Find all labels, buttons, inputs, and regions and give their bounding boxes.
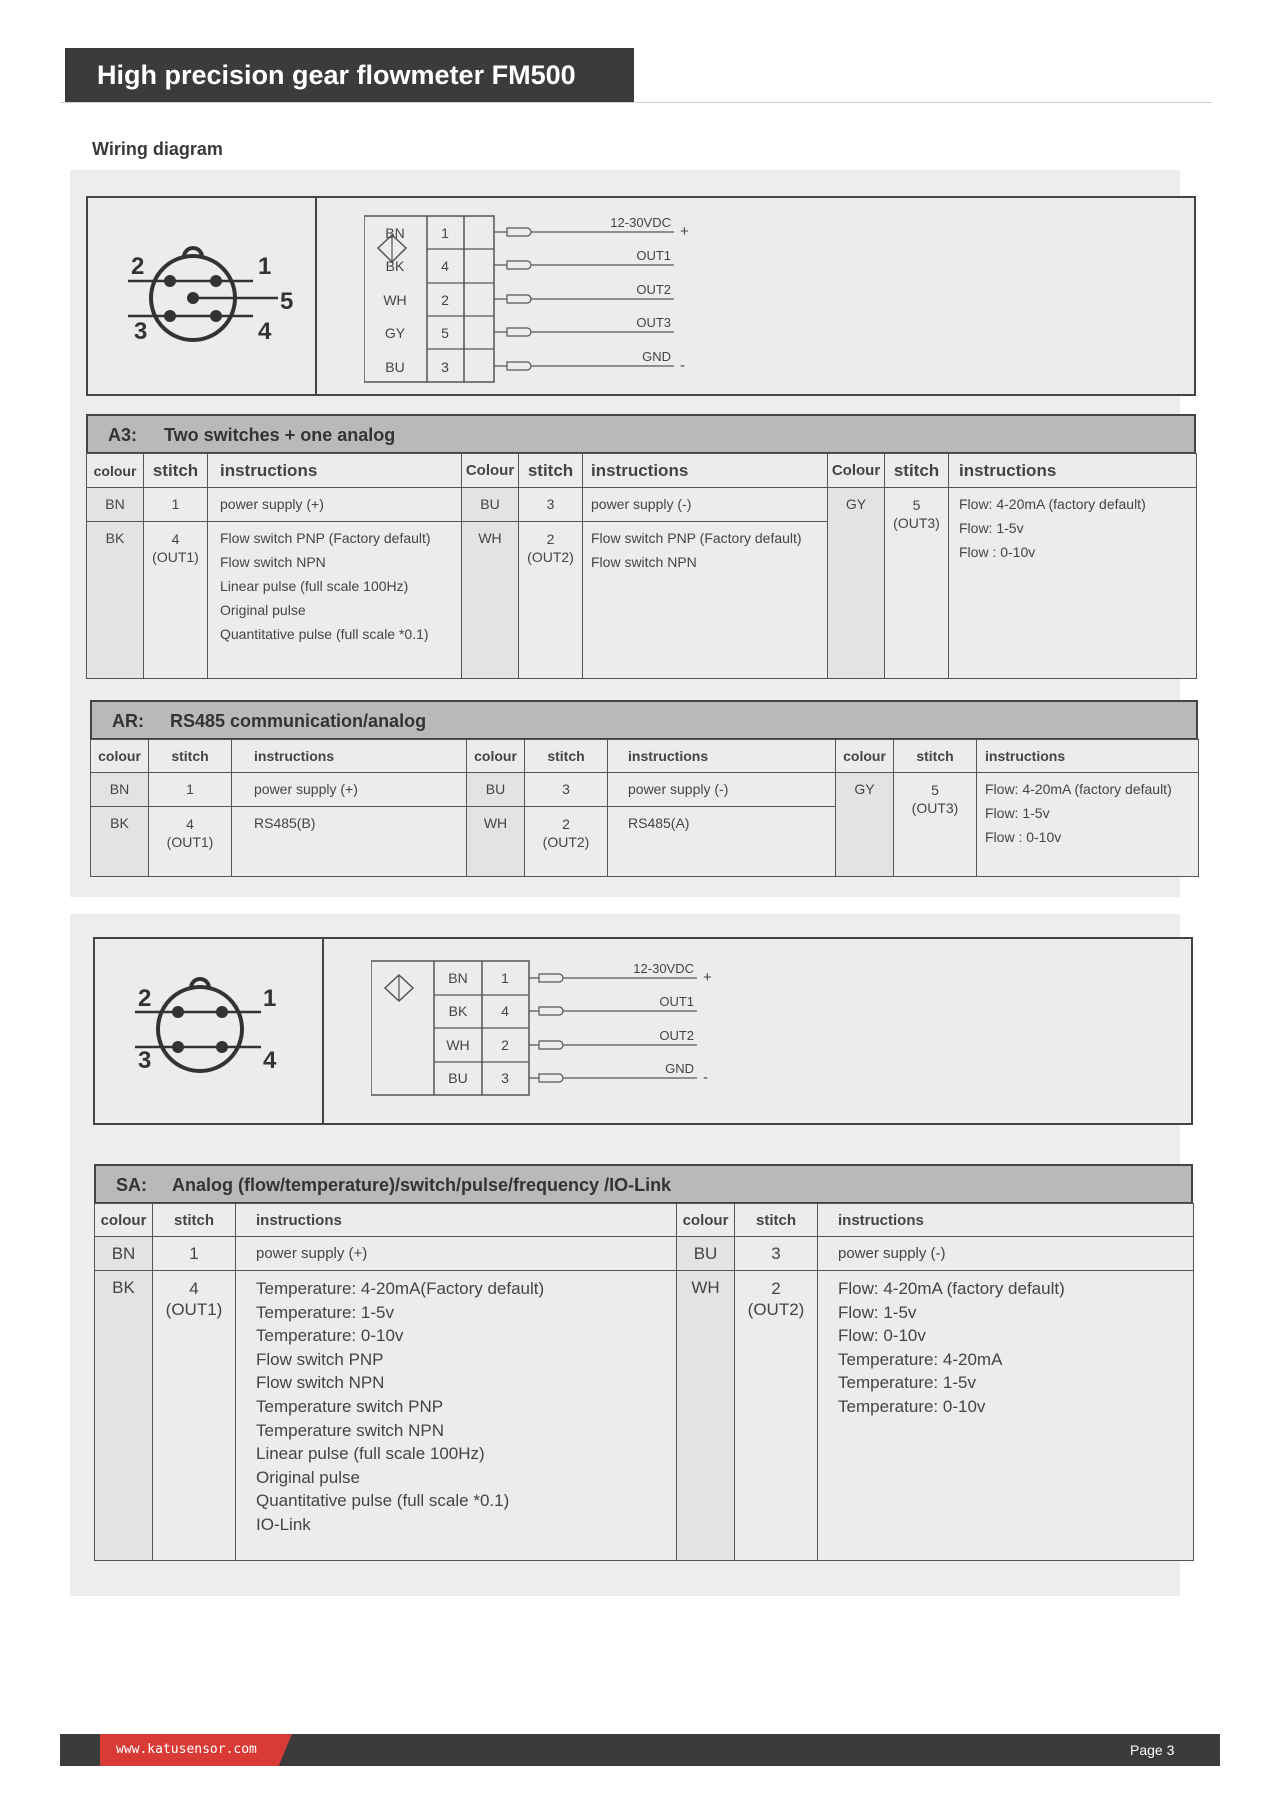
instruction-line: Linear pulse (full scale 100Hz) (256, 1444, 485, 1464)
four-wire-schematic (371, 953, 831, 1103)
section-subtitle: Wiring diagram (92, 139, 223, 159)
cell-instructions (977, 773, 1199, 877)
pin-label: 1 (258, 253, 272, 280)
cell-instructions: power supply (-) (608, 773, 836, 807)
instruction-line: Temperature: 1-5v (838, 1373, 976, 1393)
stitch-output: (OUT2) (527, 549, 574, 565)
wire-pin: 4 (501, 1003, 509, 1019)
instruction-line: Flow: 1-5v (985, 805, 1050, 821)
stitch-number: 4 (189, 1279, 199, 1298)
instruction-line: Flow: 1-5v (959, 520, 1024, 536)
cell-stitch (894, 773, 977, 877)
stitch-output: (OUT2) (747, 1300, 805, 1319)
stitch-output: (OUT1) (166, 834, 214, 850)
stitch-output: (OUT3) (911, 800, 959, 816)
wire-label: OUT3 (636, 315, 671, 330)
pin-label: 2 (138, 985, 152, 1012)
col-header-instructions: instructions (608, 740, 836, 773)
cell-stitch (735, 1271, 818, 1561)
stitch-number: 2 (562, 816, 570, 832)
stitch-number: 2 (771, 1279, 781, 1298)
five-wire-schematic (364, 208, 824, 388)
pin-label: 5 (280, 288, 294, 315)
wire-colour: WH (383, 292, 407, 308)
stitch-output: (OUT3) (893, 515, 940, 531)
cell-stitch: 3 (525, 773, 608, 807)
instruction-line: Quantitative pulse (full scale *0.1) (256, 1491, 510, 1511)
instruction-line: Temperature switch PNP (256, 1396, 444, 1416)
sa-table-title (94, 1164, 1193, 1204)
pin-label: 3 (134, 318, 148, 345)
cell-instructions (583, 522, 828, 679)
wire-colour: BU (448, 1070, 468, 1086)
wire-label: GND (665, 1061, 694, 1076)
instruction-line: Flow switch PNP (Factory default) (591, 530, 802, 546)
instruction-line: Flow: 1-5v (838, 1302, 917, 1322)
instruction-line: Temperature switch NPN (256, 1420, 445, 1440)
cell-colour: BN (87, 488, 144, 522)
stitch-output: (OUT1) (165, 1300, 223, 1319)
cell-instructions: RS485(B) (232, 807, 467, 877)
pin-label: 2 (131, 253, 145, 280)
four-pin-diagram (93, 937, 1193, 1125)
instruction-line: Flow : 0-10v (959, 544, 1036, 560)
stitch-number: 5 (931, 782, 939, 798)
a3-table-title (86, 414, 1196, 454)
footer-website-link[interactable]: www.katusensor.com (116, 1742, 257, 1757)
cell-instructions (818, 1271, 1194, 1561)
instruction-line: Flow: 4-20mA (factory default) (959, 496, 1146, 512)
col-header-stitch: stitch (144, 454, 208, 488)
col-header-instructions: instructions (949, 454, 1197, 488)
instruction-line: Flow : 0-10v (985, 829, 1062, 845)
wire-colour: BK (448, 1003, 468, 1019)
wire-pin: 5 (441, 325, 449, 341)
wire-label: OUT2 (636, 282, 671, 297)
cell-colour: BN (95, 1237, 153, 1271)
a3-title: Two switches + one analog (164, 425, 396, 445)
cell-stitch: 1 (153, 1237, 236, 1271)
page-title: High precision gear flowmeter FM500 (65, 48, 634, 103)
col-header-stitch: stitch (525, 740, 608, 773)
polarity-sign: - (680, 357, 685, 374)
col-header-stitch: stitch (735, 1204, 818, 1237)
stitch-number: 5 (912, 497, 921, 513)
instruction-line: Flow switch PNP (Factory default) (220, 530, 431, 546)
cell-colour: BN (91, 773, 149, 807)
cell-instructions: power supply (-) (583, 488, 828, 522)
cell-colour: BK (87, 522, 144, 679)
instruction-line: Temperature: 1-5v (256, 1302, 394, 1322)
col-header-colour: colour (87, 454, 144, 488)
instruction-line: Flow switch NPN (256, 1373, 385, 1393)
col-header-colour: colour (467, 740, 525, 773)
title-divider (60, 102, 1212, 103)
a3-table (86, 453, 1197, 679)
wire-colour: GY (384, 325, 406, 341)
polarity-sign: + (703, 969, 712, 986)
col-header-stitch: stitch (885, 454, 949, 488)
cell-stitch: 1 (149, 773, 232, 807)
stitch-number: 4 (171, 531, 180, 547)
wire-pin: 2 (501, 1037, 509, 1053)
diagram-divider (322, 939, 324, 1123)
stitch-output: (OUT1) (152, 549, 199, 565)
wire-label: GND (642, 349, 671, 364)
sa-table (94, 1203, 1194, 1561)
sa-title: Analog (flow/temperature)/switch/pulse/frequency /IO-Link (172, 1175, 672, 1195)
polarity-sign: + (680, 223, 689, 240)
col-header-instructions: instructions (232, 740, 467, 773)
m12-connector-4pin-icon (135, 977, 265, 1087)
instruction-line: Temperature: 0-10v (838, 1396, 986, 1416)
instruction-line: Flow: 4-20mA (factory default) (985, 781, 1172, 797)
cell-colour: BU (462, 488, 519, 522)
instruction-line: Flow: 4-20mA (factory default) (838, 1279, 1065, 1298)
cell-colour: WH (467, 807, 525, 877)
wire-pin: 2 (441, 292, 449, 308)
diagram-divider (315, 198, 317, 394)
wire-pin: 3 (501, 1070, 509, 1086)
instruction-line: Flow switch PNP (256, 1349, 384, 1369)
cell-stitch (149, 807, 232, 877)
pin-label: 3 (138, 1047, 152, 1074)
wire-label: 12-30VDC (610, 215, 671, 230)
cell-instructions: power supply (+) (232, 773, 467, 807)
stitch-number: 2 (546, 531, 555, 547)
col-header-stitch: stitch (153, 1204, 236, 1237)
ar-code: AR: (112, 711, 144, 731)
cell-instructions: power supply (+) (208, 488, 462, 522)
sa-code: SA: (116, 1175, 147, 1195)
cell-instructions: power supply (+) (236, 1237, 677, 1271)
wire-colour: BU (385, 359, 405, 375)
cell-colour: BU (467, 773, 525, 807)
stitch-output: (OUT2) (542, 834, 590, 850)
cell-colour: BU (677, 1237, 735, 1271)
cell-stitch: 3 (519, 488, 583, 522)
cell-colour: GY (836, 773, 894, 877)
instruction-line: Flow: 0-10v (838, 1326, 926, 1346)
ar-table (90, 739, 1199, 877)
instruction-line: Temperature: 4-20mA(Factory default) (256, 1279, 545, 1298)
wire-pin: 3 (441, 359, 449, 375)
cell-stitch: 1 (144, 488, 208, 522)
col-header-colour: colour (95, 1204, 153, 1237)
instruction-line: Linear pulse (full scale 100Hz) (220, 578, 409, 594)
pin-label: 1 (263, 985, 277, 1012)
cell-instructions: RS485(A) (608, 807, 836, 877)
pin-label: 4 (258, 318, 272, 345)
col-header-colour: colour (836, 740, 894, 773)
cell-stitch (519, 522, 583, 679)
cell-stitch (153, 1271, 236, 1561)
col-header-stitch: stitch (519, 454, 583, 488)
wire-colour: BK (385, 258, 405, 274)
ar-table-title (90, 700, 1198, 740)
col-header-instructions: instructions (583, 454, 828, 488)
cell-instructions (208, 522, 462, 679)
cell-stitch (885, 488, 949, 679)
wire-colour: BN (385, 225, 405, 241)
stitch-number: 4 (186, 816, 194, 832)
cell-instructions (949, 488, 1197, 679)
cell-instructions (236, 1271, 677, 1561)
a3-code: A3: (108, 425, 138, 445)
wire-label: OUT1 (659, 994, 694, 1009)
wire-pin: 1 (501, 970, 509, 986)
instruction-line: Quantitative pulse (full scale *0.1) (220, 626, 429, 642)
wire-label: OUT1 (636, 248, 671, 263)
wire-colour: WH (446, 1037, 470, 1053)
col-header-instructions: instructions (208, 454, 462, 488)
col-header-instructions: instructions (236, 1204, 677, 1237)
cell-stitch: 3 (735, 1237, 818, 1271)
cell-stitch (525, 807, 608, 877)
pin-label: 4 (263, 1047, 277, 1074)
col-header-stitch: stitch (149, 740, 232, 773)
col-header-instructions: instructions (818, 1204, 1194, 1237)
wire-pin: 4 (441, 258, 449, 274)
wire-colour: BN (448, 970, 468, 986)
wire-pin: 1 (441, 225, 449, 241)
ar-title: RS485 communication/analog (170, 711, 427, 731)
cell-colour: BK (95, 1271, 153, 1561)
instruction-line: Flow switch NPN (220, 554, 326, 570)
col-header-stitch: stitch (894, 740, 977, 773)
five-pin-diagram (86, 196, 1196, 396)
cell-colour: WH (677, 1271, 735, 1561)
cell-colour: GY (828, 488, 885, 679)
cell-stitch (144, 522, 208, 679)
instruction-line: Temperature: 0-10v (256, 1326, 404, 1346)
cell-instructions: power supply (-) (818, 1237, 1194, 1271)
page-number: Page 3 (1130, 1742, 1175, 1758)
cell-colour: WH (462, 522, 519, 679)
col-header-instructions: instructions (977, 740, 1199, 773)
col-header-colour: colour (677, 1204, 735, 1237)
instruction-line: Original pulse (256, 1467, 360, 1487)
cell-colour: BK (91, 807, 149, 877)
wire-label: 12-30VDC (633, 961, 694, 976)
instruction-line: IO-Link (256, 1514, 311, 1534)
col-header-colour: colour (91, 740, 149, 773)
col-header-colour: Colour (462, 454, 519, 488)
polarity-sign: - (703, 1069, 708, 1086)
col-header-colour: Colour (828, 454, 885, 488)
instruction-line: Original pulse (220, 602, 306, 618)
instruction-line: Flow switch NPN (591, 554, 697, 570)
wire-label: OUT2 (659, 1028, 694, 1043)
m12-connector-5pin-icon (128, 238, 298, 358)
instruction-line: Temperature: 4-20mA (838, 1349, 1003, 1369)
